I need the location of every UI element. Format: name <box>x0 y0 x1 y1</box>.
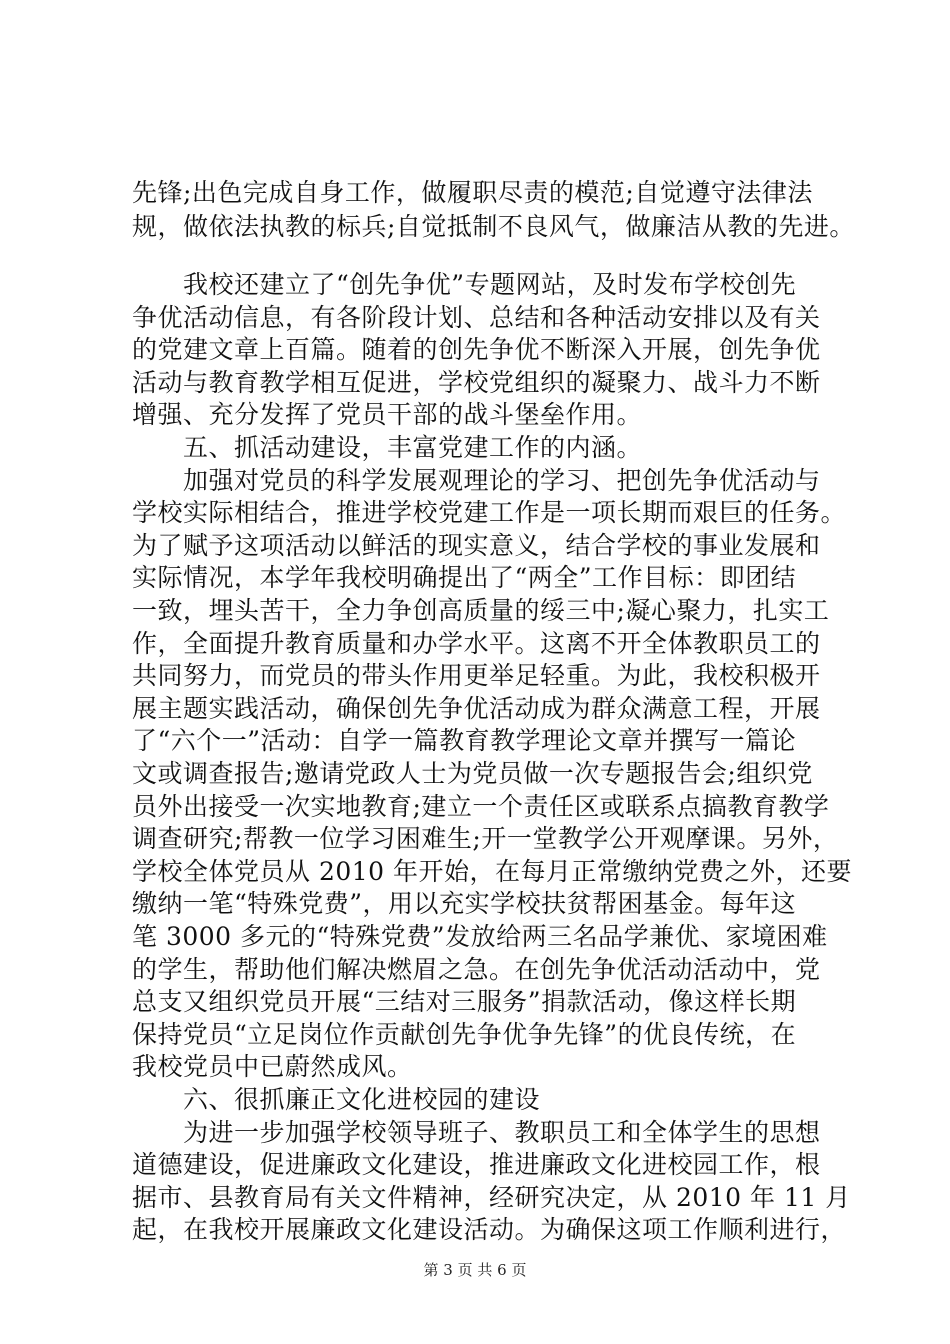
text-line: 展主题实践活动，确保创先争优活动成为群众满意工程，开展 <box>132 694 821 723</box>
text-line: 调查研究;帮教一位学习困难生;开一堂教学公开观摩课。另外， <box>132 824 839 853</box>
text-line: 加强对党员的科学发展观理论的学习、把创先争优活动与 <box>132 466 821 495</box>
text-line: 据市、县教育局有关文件精神，经研究决定，从 2010 年 11 月 <box>132 1183 851 1212</box>
text-line: 的党建文章上百篇。随着的创先争优不断深入开展，创先争优 <box>132 335 821 364</box>
section-heading: 五、抓活动建设，丰富党建工作的内涵。 <box>132 433 643 462</box>
text-line: 保持党员“立足岗位作贡献创先争优争先锋”的优良传统，在 <box>132 1020 797 1049</box>
text-line: 先锋;出色完成自身工作，做履职尽责的模范;自觉遵守法律法 <box>132 178 813 207</box>
text-line: 实际情况，本学年我校明确提出了“两全”工作目标：即团结 <box>132 563 797 592</box>
text-line: 的学生，帮助他们解决燃眉之急。在创先争优活动活动中，党 <box>132 955 821 984</box>
text-line: 文或调查报告;邀请党政人士为党员做一次专题报告会;组织党 <box>132 759 813 788</box>
text-line: 活动与教育教学相互促进，学校党组织的凝聚力、战斗力不断 <box>132 368 821 397</box>
text-line: 缴纳一笔“特殊党费”，用以充实学校扶贫帮困基金。每年这 <box>132 889 797 918</box>
text-line: 争优活动信息，有各阶段计划、总结和各种活动安排以及有关 <box>132 303 821 332</box>
text-line: 一致，埋头苦干，全力争创高质量的绥三中;凝心聚力，扎实工 <box>132 596 830 625</box>
text-line: 作，全面提升教育质量和办学水平。这离不开全体教职员工的 <box>132 629 821 658</box>
text-line: 笔 3000 多元的“特殊党费”发放给两三名品学兼优、家境困难 <box>132 922 828 951</box>
section-heading: 六、很抓廉正文化进校园的建设 <box>132 1085 541 1114</box>
text-line: 学校实际相结合，推进学校党建工作是一项长期而艰巨的任务。 <box>132 498 847 527</box>
text-line: 了“六个一”活动：自学一篇教育教学理论文章并撰写一篇论 <box>132 726 797 755</box>
text-line: 我校还建立了“创先争优”专题网站，及时发布学校创先 <box>132 270 797 299</box>
text-line: 我校党员中已蔚然成风。 <box>132 1052 413 1081</box>
text-line: 增强、充分发挥了党员干部的战斗堡垒作用。 <box>132 400 643 429</box>
page-footer: 第 3 页 共 6 页 <box>423 1261 527 1279</box>
text-line: 共同努力，而党员的带头作用更举足轻重。为此，我校积极开 <box>132 661 821 690</box>
text-line: 学校全体党员从 2010 年开始，在每月正常缴纳党费之外，还要 <box>132 857 853 886</box>
text-line: 为了赋予这项活动以鲜活的现实意义，结合学校的事业发展和 <box>132 531 821 560</box>
text-line: 为进一步加强学校领导班子、教职员工和全体学生的思想 <box>132 1118 821 1147</box>
text-line: 道德建设，促进廉政文化建设，推进廉政文化进校园工作，根 <box>132 1150 821 1179</box>
text-line: 员外出接受一次实地教育;建立一个责任区或联系点搞教育教学 <box>132 792 830 821</box>
text-line: 总支又组织党员开展“三结对三服务”捐款活动，像这样长期 <box>132 987 797 1016</box>
text-line: 起，在我校开展廉政文化建设活动。为确保这项工作顺利进行， <box>132 1215 847 1244</box>
text-line: 规，做依法执教的标兵;自觉抵制不良风气，做廉洁从教的先进。 <box>132 212 855 241</box>
